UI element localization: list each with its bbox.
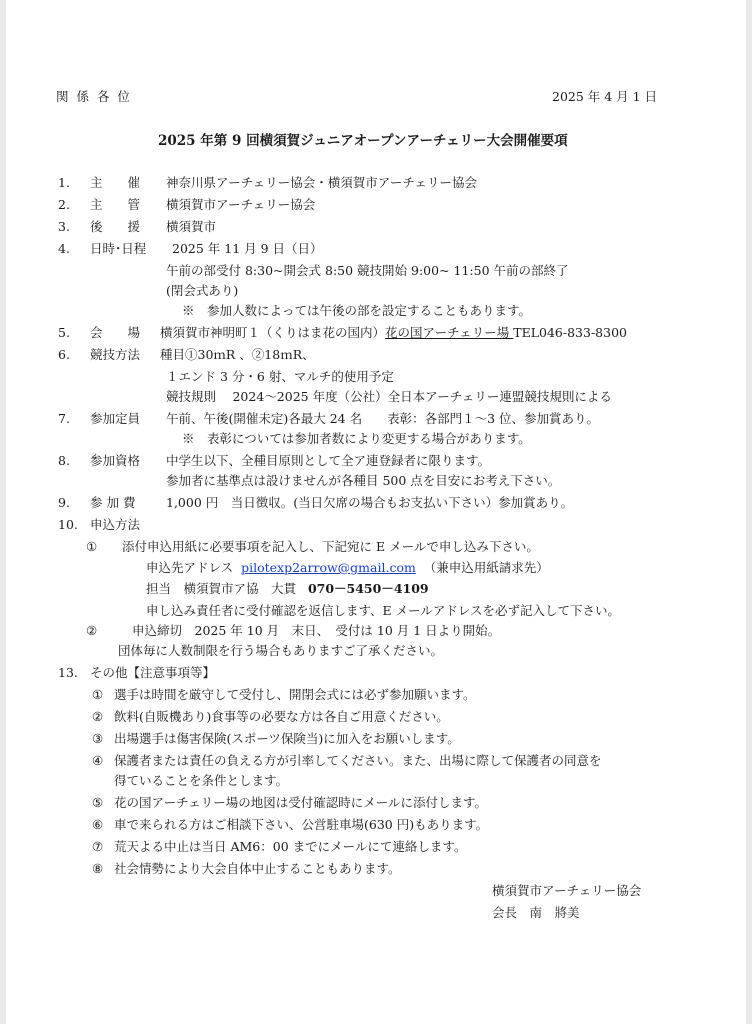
- document-title: 2025 年第 9 回横須賀ジュニアオープンアーチェリー大会開催要項: [158, 133, 568, 149]
- item-value-eligibility: 中学生以下、全種目原則として全ア連登録者に限ります。: [166, 453, 491, 468]
- item-label-schedule: 日時･日程: [90, 241, 147, 256]
- item-number: 9.: [58, 495, 70, 510]
- note-mark: ②: [92, 709, 104, 724]
- item-label-organizer: 主 催: [90, 175, 141, 190]
- item-number: 3.: [58, 219, 70, 234]
- application-step-mark: ②: [86, 623, 98, 638]
- address-note: （兼申込用紙請求先）: [423, 560, 549, 575]
- note-text: 選手は時間を厳守して受付し、開閉会式には必ず参加願います。: [114, 687, 476, 702]
- note-mark: ⑥: [92, 817, 104, 832]
- item-number: 7.: [58, 411, 70, 426]
- item-number: 1.: [58, 175, 70, 190]
- item-value-organizer: 神奈川県アーチェリー協会・横須賀市アーチェリー協会: [166, 175, 478, 190]
- note-text: 飲料(自販機あり)食事等の必要な方は各自ご用意ください。: [114, 709, 449, 724]
- document-date: 2025 年 4 月 1 日: [552, 89, 658, 104]
- item-label-capacity: 参加定員: [90, 411, 141, 426]
- application-address: [146, 560, 549, 576]
- item-label-fee: 参 加 費: [90, 495, 136, 510]
- contact-phone: 070－5450－4109: [307, 581, 429, 596]
- address-label: 申込先アドレス: [146, 560, 234, 575]
- signature-organization: 横須賀市アーチェリー協会: [492, 883, 642, 898]
- contact-label: 担当 横須賀市ア協 大貫: [146, 581, 297, 596]
- note-mark: ①: [92, 687, 104, 702]
- email-link[interactable]: pilotexp2arrow@gmail.com: [241, 560, 416, 575]
- item-number: 8.: [58, 453, 70, 468]
- item-number: 4.: [58, 241, 70, 256]
- venue-text: [160, 325, 627, 341]
- schedule-line: 午前の部受付 8:30~開会式 8:50 競技開始 9:00~ 11:50 午前の部終了: [166, 263, 569, 278]
- item-value-venue: 横須賀市神明町１（くりはま花の国内）: [160, 325, 386, 340]
- application-limit-note: 団体毎に人数制限を行う場合もありますご了承ください。: [118, 643, 444, 658]
- venue-tel: TEL046-833-8300: [513, 325, 627, 340]
- application-step-mark: ①: [86, 539, 98, 554]
- capacity-note: ※ 表彰については参加者数により変更する場合があります。: [182, 431, 531, 446]
- schedule-line: (閉会式あり): [166, 283, 239, 298]
- item-label-venue: 会 場: [90, 325, 141, 340]
- note-mark: ③: [92, 731, 104, 746]
- note-text: 出場選手は傷害保険(スポーツ保険当)に加入をお願いします。: [114, 731, 460, 746]
- item-value-capacity: 午前、午後(開催未定)各最大 24 名 表彰：各部門１～3 位、参加賞あり。: [166, 411, 600, 426]
- method-rules: 競技規則 2024～2025 年度（公社）全日本アーチェリー連盟競技規則による: [166, 389, 612, 404]
- item-value-method: 種目①30ｍR 、②18ｍR、: [160, 347, 315, 362]
- note-mark: ④: [92, 753, 104, 768]
- schedule-note: ※ 参加人数によっては午後の部を設定することもあります。: [182, 303, 532, 318]
- document-page: [6, 0, 746, 1024]
- note-mark: ⑧: [92, 861, 104, 876]
- item-label-notes: その他【注意事項等】: [90, 665, 216, 680]
- item-value-management: 横須賀市アーチェリー協会: [166, 197, 316, 212]
- note-text: 保護者または責任の負える方が引率してください。また、出場に際して保護者の同意を: [114, 753, 602, 768]
- item-value-schedule: 2025 年 11 月 9 日（日）: [172, 241, 323, 256]
- addressee: 関 係 各 位: [56, 89, 132, 104]
- note-text-continued: 得ていることを条件とします。: [114, 773, 289, 788]
- venue-name: 花の国アーチェリー場: [385, 325, 514, 340]
- signature-name: 会長 南 將美: [492, 905, 580, 920]
- note-mark: ⑦: [92, 839, 104, 854]
- application-step-text: 添付申込用紙に必要事項を記入し、下記宛に E メールで申し込み下さい。: [122, 539, 539, 554]
- application-deadline: 申込締切 2025 年 10 月 末日、 受付は 10 月 1 日より開始。: [132, 623, 501, 638]
- item-label-eligibility: 参加資格: [90, 453, 141, 468]
- note-mark: ⑤: [92, 795, 104, 810]
- item-number: 2.: [58, 197, 70, 212]
- item-number: 13.: [58, 665, 78, 680]
- item-number: 6.: [58, 347, 70, 362]
- item-label-method: 競技方法: [90, 347, 141, 362]
- note-text: 花の国アーチェリー場の地図は受付確認時にメールに添付します。: [114, 795, 488, 810]
- item-label-support: 後 援: [90, 219, 141, 234]
- application-contact: [146, 581, 429, 597]
- item-label-management: 主 管: [90, 197, 141, 212]
- item-label-application: 申込方法: [90, 517, 141, 532]
- item-value-fee: 1,000 円 当日徴収。(当日欠席の場合もお支払い下さい）参加賞あり。: [166, 495, 574, 510]
- eligibility-line: 参加者に基準点は設けませんが各種目 500 点を目安にお考え下さい。: [166, 473, 561, 488]
- note-text: 社会情勢により大会自体中止することもあります。: [114, 861, 401, 876]
- note-text: 荒天よる中止は当日 AM6：00 までにメールにて連絡します。: [114, 839, 467, 854]
- item-value-support: 横須賀市: [166, 219, 217, 234]
- method-line: １エンド 3 分・6 射、マルチ的使用予定: [166, 369, 394, 384]
- note-text: 車で来られる方はご相談下さい、公営駐車場(630 円)もあります。: [114, 817, 489, 832]
- item-number: 10.: [58, 517, 78, 532]
- item-number: 5.: [58, 325, 70, 340]
- application-reply-note: 申し込み責任者に受付確認を返信します、E メールアドレスを必ず記入して下さい。: [146, 603, 620, 618]
